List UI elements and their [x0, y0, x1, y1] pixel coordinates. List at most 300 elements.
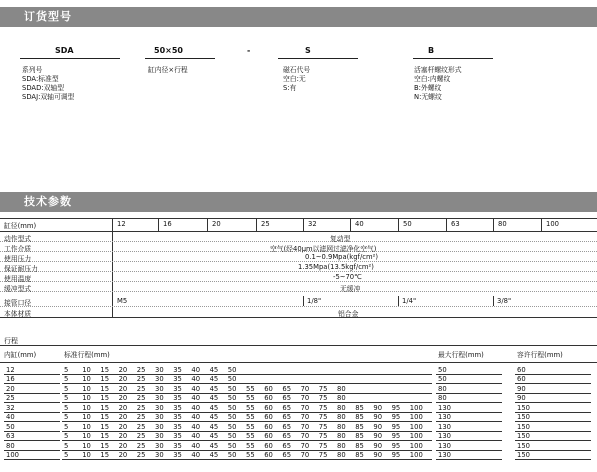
stroke-value-cell: 95 — [391, 404, 401, 412]
stroke-underline — [62, 402, 432, 403]
stroke-value-cell: 50 — [227, 375, 237, 383]
stroke-value-cell: 5 — [64, 413, 69, 421]
thread-code: B — [428, 46, 435, 55]
spec-value: 复动型 — [330, 235, 351, 243]
bore-underline — [4, 402, 60, 403]
stroke-value-cell: 40 — [191, 423, 201, 431]
series-notes — [22, 66, 74, 102]
row-divider — [0, 241, 597, 242]
material-value: 铝合金 — [338, 310, 359, 318]
stroke-value-cell: 40 — [191, 432, 201, 440]
tech-col-divider — [493, 218, 494, 231]
allow-underline — [515, 383, 591, 384]
stroke-value-cell: 25 — [136, 423, 146, 431]
stroke-value-cell: 75 — [318, 451, 328, 459]
port-value: 3/8" — [497, 297, 512, 305]
stroke-value-cell: 20 — [118, 385, 128, 393]
stroke-value-cell: 5 — [64, 366, 69, 374]
tech-col-divider — [446, 218, 447, 231]
stroke-value-cell: 55 — [246, 413, 255, 421]
stroke-value-cell: 30 — [155, 366, 164, 374]
stroke-value-cell: 30 — [155, 451, 164, 459]
row-divider — [0, 261, 597, 262]
stroke-underline — [62, 374, 432, 375]
tech-section-header — [0, 192, 597, 212]
stroke-value-cell: 95 — [391, 432, 401, 440]
bore-cell: 80 — [6, 442, 15, 450]
bore-value: 12 — [117, 220, 126, 228]
stroke-value-cell: 15 — [100, 404, 110, 412]
stroke-value-cell: 40 — [191, 366, 201, 374]
stroke-value-cell: 75 — [318, 423, 328, 431]
note-line: 活塞杆螺纹形式 — [414, 66, 462, 74]
stroke-value-cell: 90 — [373, 413, 383, 421]
stroke-value-cell: 10 — [82, 404, 91, 412]
stroke-value-cell: 45 — [209, 375, 219, 383]
stroke-value-cell: 25 — [136, 366, 146, 374]
stroke-value-cell: 35 — [173, 394, 182, 402]
stroke-value-cell: 45 — [209, 451, 219, 459]
bore-value: 20 — [212, 220, 221, 228]
stroke-value-cell: 25 — [136, 385, 146, 393]
stroke-value-cell: 75 — [318, 413, 328, 421]
bore-value: 40 — [355, 220, 364, 228]
stroke-value-cell: 25 — [136, 404, 146, 412]
max-underline — [436, 402, 502, 403]
stroke-value-cell: 35 — [173, 451, 182, 459]
stroke-value-cell: 20 — [118, 375, 128, 383]
stroke-value-cell: 50 — [227, 442, 237, 450]
stroke-value-cell: 40 — [191, 451, 201, 459]
stroke-value-cell: 15 — [100, 432, 110, 440]
magnet-notes — [283, 66, 310, 93]
stroke-value-cell: 40 — [191, 413, 201, 421]
spec-label: 动作型式 — [4, 235, 32, 243]
row-divider — [0, 271, 597, 272]
stroke-value-cell: 60 — [264, 394, 273, 402]
stroke-value-cell: 25 — [136, 394, 146, 402]
stroke-value-cell: 10 — [82, 385, 91, 393]
max-stroke-cell: 130 — [438, 404, 451, 412]
tech-section-title: 技术参数 — [24, 195, 72, 208]
note-line: 系列号 — [22, 66, 43, 74]
stroke-value-cell: 60 — [264, 432, 273, 440]
stroke-value-cell: 60 — [264, 451, 273, 459]
allow-stroke-cell: 90 — [517, 385, 526, 393]
stroke-value-cell: 10 — [82, 432, 91, 440]
allow-stroke-cell: 150 — [517, 404, 530, 412]
stroke-value-cell: 90 — [373, 404, 383, 412]
note-line: S:有 — [283, 84, 297, 92]
stroke-value-cell: 80 — [337, 413, 346, 421]
thread-notes — [414, 66, 462, 102]
stroke-value-cell: 60 — [264, 442, 273, 450]
port-value: 1/8" — [307, 297, 322, 305]
bore-value: 100 — [546, 220, 559, 228]
stroke-value-cell: 5 — [64, 404, 69, 412]
stroke-value-cell: 90 — [373, 432, 383, 440]
order-section-title: 订货型号 — [24, 10, 72, 23]
stroke-value-cell: 75 — [318, 394, 328, 402]
max-underline — [436, 440, 502, 441]
stroke-value-cell: 10 — [82, 423, 91, 431]
stroke-value-cell: 20 — [118, 423, 128, 431]
row-divider — [0, 306, 597, 307]
stroke-value-cell: 45 — [209, 366, 219, 374]
bore-value: 80 — [498, 220, 507, 228]
stroke-value-cell: 55 — [246, 442, 255, 450]
bore-cell: 25 — [6, 394, 15, 402]
material-label: 本体材质 — [4, 310, 32, 318]
stroke-value-cell: 10 — [82, 375, 91, 383]
bore-value: 16 — [163, 220, 172, 228]
stroke-value-cell: 35 — [173, 366, 182, 374]
spec-value: 无缓冲 — [340, 285, 361, 293]
stroke-value-cell: 90 — [373, 423, 383, 431]
stroke-value-cell: 80 — [337, 442, 346, 450]
tech-port-divider — [303, 296, 304, 306]
bore-cell: 40 — [6, 413, 15, 421]
stroke-value-cell: 35 — [173, 432, 182, 440]
stroke-value-cell: 80 — [337, 451, 346, 459]
magnet-code: S — [305, 46, 311, 55]
stroke-value-cell: 10 — [82, 442, 91, 450]
allow-underline — [515, 374, 591, 375]
bore-header-label: 缸径(mm) — [4, 222, 37, 230]
max-stroke-cell: 50 — [438, 366, 447, 374]
spec-label: 缓冲型式 — [4, 285, 32, 293]
spec-value: 空气(经40μm以滤网过滤净化空气) — [270, 245, 377, 253]
stroke-header: 标准行程(mm) — [64, 351, 110, 359]
stroke-value-cell: 10 — [82, 366, 91, 374]
stroke-value-cell: 5 — [64, 385, 69, 393]
bore-underline — [4, 440, 60, 441]
stroke-value-cell: 90 — [373, 442, 383, 450]
max-underline — [436, 383, 502, 384]
allow-underline — [515, 440, 591, 441]
stroke-value-cell: 40 — [191, 404, 201, 412]
stroke-value-cell: 45 — [209, 394, 219, 402]
stroke-value-cell: 100 — [409, 432, 423, 440]
stroke-header: 容许行程(mm) — [517, 351, 563, 359]
allow-stroke-cell: 150 — [517, 432, 530, 440]
stroke-value-cell: 20 — [118, 404, 128, 412]
stroke-value-cell: 50 — [227, 432, 237, 440]
stroke-value-cell: 45 — [209, 442, 219, 450]
stroke-value-cell: 50 — [227, 451, 237, 459]
stroke-value-cell: 55 — [246, 385, 255, 393]
tech-col-divider — [158, 218, 159, 231]
note-line: SDAD:双轴型 — [22, 84, 64, 92]
max-stroke-cell: 130 — [438, 432, 451, 440]
tech-bottom-border — [0, 317, 597, 318]
stroke-value-cell: 30 — [155, 394, 164, 402]
allow-stroke-cell: 150 — [517, 423, 530, 431]
stroke-value-cell: 70 — [300, 442, 310, 450]
spec-label: 保证耐压力 — [4, 265, 38, 273]
bore-cell: 63 — [6, 432, 15, 440]
thread-underline — [413, 58, 493, 59]
stroke-value-cell: 45 — [209, 385, 219, 393]
stroke-value-cell: 15 — [100, 413, 110, 421]
tech-col-divider — [256, 218, 257, 231]
allow-stroke-cell: 150 — [517, 442, 530, 450]
stroke-value-cell: 80 — [337, 404, 346, 412]
max-underline — [436, 421, 502, 422]
note-line: 空白:无 — [283, 75, 306, 83]
stroke-value-cell: 95 — [391, 451, 401, 459]
stroke-value-cell: 70 — [300, 423, 310, 431]
row-divider — [0, 291, 597, 292]
stroke-value-cell: 25 — [136, 432, 146, 440]
max-stroke-cell: 80 — [438, 394, 447, 402]
stroke-value-cell: 65 — [282, 413, 292, 421]
stroke-value-cell: 30 — [155, 413, 164, 421]
stroke-value-cell: 55 — [246, 423, 255, 431]
allow-stroke-cell: 60 — [517, 375, 526, 383]
note-line: 缸内径×行程 — [148, 66, 188, 74]
stroke-value-cell: 30 — [155, 442, 164, 450]
stroke-header: 最大行程(mm) — [438, 351, 484, 359]
tech-col-divider — [350, 218, 351, 231]
note-line: N:无螺纹 — [414, 93, 442, 101]
series-underline — [20, 58, 120, 59]
note-line: SDA:标准型 — [22, 75, 59, 83]
stroke-value-cell: 70 — [300, 451, 310, 459]
stroke-value-cell: 25 — [136, 442, 146, 450]
stroke-value-cell: 50 — [227, 423, 237, 431]
stroke-value-cell: 65 — [282, 451, 292, 459]
stroke-value-cell: 85 — [355, 442, 364, 450]
stroke-value-cell: 75 — [318, 442, 328, 450]
max-stroke-cell: 50 — [438, 375, 447, 383]
stroke-value-cell: 5 — [64, 394, 69, 402]
allow-stroke-cell: 60 — [517, 366, 526, 374]
stroke-value-cell: 85 — [355, 404, 364, 412]
stroke-value-cell: 25 — [136, 413, 146, 421]
stroke-value-cell: 75 — [318, 385, 328, 393]
stroke-value-cell: 30 — [155, 423, 164, 431]
spec-value: -5~70℃ — [333, 273, 362, 281]
spec-label: 使用温度 — [4, 275, 32, 283]
stroke-value-cell: 85 — [355, 432, 364, 440]
spec-value: 1.35Mpa(13.5kgf/cm²) — [298, 263, 374, 271]
stroke-value-cell: 40 — [191, 442, 201, 450]
stroke-value-cell: 25 — [136, 451, 146, 459]
stroke-header: 内缸(mm) — [4, 351, 37, 359]
max-stroke-cell: 130 — [438, 442, 451, 450]
max-underline — [436, 459, 502, 460]
stroke-title: 行程 — [4, 337, 18, 345]
stroke-value-cell: 100 — [409, 404, 423, 412]
stroke-value-cell: 5 — [64, 432, 69, 440]
stroke-value-cell: 50 — [227, 366, 237, 374]
bore-underline — [4, 421, 60, 422]
port-label: 接管口径 — [4, 299, 32, 307]
stroke-value-cell: 55 — [246, 404, 255, 412]
stroke-value-cell: 40 — [191, 394, 201, 402]
stroke-value-cell: 35 — [173, 404, 182, 412]
spec-value: 0.1~0.9Mpa(kgf/cm²) — [305, 253, 378, 261]
stroke-value-cell: 55 — [246, 394, 255, 402]
stroke-value-cell: 90 — [373, 451, 383, 459]
stroke-value-cell: 60 — [264, 423, 273, 431]
stroke-value-cell: 30 — [155, 385, 164, 393]
stroke-value-cell: 75 — [318, 404, 328, 412]
spec-label: 使用压力 — [4, 255, 32, 263]
series-code: SDA — [55, 46, 74, 55]
allow-stroke-cell: 150 — [517, 451, 530, 459]
stroke-header-border — [0, 362, 597, 363]
note-line: 空白:内螺纹 — [414, 75, 451, 83]
tech-col-divider — [398, 218, 399, 231]
stroke-value-cell: 85 — [355, 451, 364, 459]
bore-value: 32 — [308, 220, 317, 228]
stroke-value-cell: 35 — [173, 385, 182, 393]
stroke-value-cell: 65 — [282, 404, 292, 412]
stroke-value-cell: 45 — [209, 413, 219, 421]
max-stroke-cell: 130 — [438, 423, 451, 431]
tech-col-divider — [207, 218, 208, 231]
port-value: M5 — [117, 297, 128, 305]
allow-underline — [515, 421, 591, 422]
tech-label-divider — [112, 218, 113, 317]
stroke-value-cell: 50 — [227, 394, 237, 402]
bore-stroke-underline — [145, 58, 215, 59]
stroke-value-cell: 95 — [391, 442, 401, 450]
stroke-value-cell: 20 — [118, 366, 128, 374]
bore-value: 25 — [261, 220, 270, 228]
stroke-value-cell: 70 — [300, 432, 310, 440]
bore-cell: 16 — [6, 375, 15, 383]
spec-label: 工作介质 — [4, 245, 32, 253]
stroke-underline — [62, 383, 432, 384]
stroke-value-cell: 70 — [300, 404, 310, 412]
stroke-value-cell: 25 — [136, 375, 146, 383]
stroke-value-cell: 10 — [82, 394, 91, 402]
stroke-value-cell: 95 — [391, 413, 401, 421]
max-stroke-cell: 80 — [438, 385, 447, 393]
stroke-value-cell: 35 — [173, 375, 182, 383]
stroke-value-cell: 50 — [227, 404, 237, 412]
tech-port-divider — [398, 296, 399, 306]
stroke-value-cell: 5 — [64, 451, 69, 459]
tech-col-divider — [541, 218, 542, 231]
allow-underline — [515, 393, 591, 394]
bore-cell: 100 — [6, 451, 19, 459]
stroke-value-cell: 35 — [173, 442, 182, 450]
stroke-value-cell: 20 — [118, 432, 128, 440]
stroke-value-cell: 95 — [391, 423, 401, 431]
stroke-value-cell: 100 — [409, 413, 423, 421]
stroke-value-cell: 100 — [409, 423, 423, 431]
stroke-value-cell: 30 — [155, 432, 164, 440]
stroke-value-cell: 15 — [100, 375, 110, 383]
stroke-value-cell: 65 — [282, 442, 292, 450]
bore-cell: 12 — [6, 366, 15, 374]
stroke-value-cell: 30 — [155, 375, 164, 383]
row-divider — [0, 281, 597, 282]
stroke-value-cell: 100 — [409, 442, 423, 450]
stroke-underline — [62, 421, 432, 422]
stroke-underline — [62, 459, 432, 460]
stroke-value-cell: 80 — [337, 385, 346, 393]
note-line: SDAJ:双轴可调型 — [22, 93, 75, 101]
stroke-value-cell: 20 — [118, 442, 128, 450]
bore-underline — [4, 459, 60, 460]
stroke-value-cell: 20 — [118, 451, 128, 459]
stroke-value-cell: 15 — [100, 394, 110, 402]
stroke-value-cell: 55 — [246, 451, 255, 459]
tech-port-divider — [493, 296, 494, 306]
stroke-value-cell: 85 — [355, 423, 364, 431]
note-line: B:外螺纹 — [414, 84, 442, 92]
stroke-value-cell: 5 — [64, 442, 69, 450]
stroke-value-cell: 40 — [191, 375, 201, 383]
stroke-value-cell: 35 — [173, 423, 182, 431]
allow-stroke-cell: 90 — [517, 394, 526, 402]
stroke-value-cell: 5 — [64, 423, 69, 431]
dash-separator: - — [247, 46, 251, 55]
stroke-value-cell: 55 — [246, 432, 255, 440]
allow-underline — [515, 402, 591, 403]
port-value: 1/4" — [402, 297, 417, 305]
stroke-value-cell: 65 — [282, 432, 292, 440]
bore-cell: 20 — [6, 385, 15, 393]
stroke-value-cell: 70 — [300, 394, 310, 402]
tech-header-border — [0, 231, 597, 232]
bore-value: 63 — [451, 220, 460, 228]
stroke-value-cell: 45 — [209, 423, 219, 431]
bore-stroke-code: 50×50 — [154, 46, 183, 55]
note-line: 磁石代号 — [283, 66, 311, 74]
stroke-value-cell: 80 — [337, 432, 346, 440]
stroke-value-cell: 20 — [118, 394, 128, 402]
stroke-value-cell: 15 — [100, 423, 110, 431]
stroke-value-cell: 15 — [100, 366, 110, 374]
stroke-value-cell: 50 — [227, 413, 237, 421]
stroke-value-cell: 70 — [300, 385, 310, 393]
stroke-value-cell: 65 — [282, 423, 292, 431]
stroke-value-cell: 5 — [64, 375, 69, 383]
stroke-value-cell: 15 — [100, 442, 110, 450]
allow-underline — [515, 459, 591, 460]
stroke-value-cell: 10 — [82, 451, 91, 459]
stroke-top-border — [0, 345, 597, 346]
bore-value: 50 — [403, 220, 412, 228]
order-section-header — [0, 7, 597, 27]
magnet-underline — [278, 58, 358, 59]
max-stroke-cell: 130 — [438, 451, 451, 459]
stroke-value-cell: 70 — [300, 413, 310, 421]
stroke-value-cell: 65 — [282, 385, 292, 393]
stroke-underline — [62, 440, 432, 441]
bore-cell: 32 — [6, 404, 15, 412]
stroke-value-cell: 65 — [282, 394, 292, 402]
stroke-value-cell: 85 — [355, 413, 364, 421]
bore-stroke-notes — [148, 66, 188, 75]
stroke-value-cell: 60 — [264, 413, 273, 421]
tech-top-border — [0, 218, 597, 219]
bore-cell: 50 — [6, 423, 15, 431]
bore-underline — [4, 383, 60, 384]
allow-stroke-cell: 150 — [517, 413, 530, 421]
stroke-value-cell: 15 — [100, 451, 110, 459]
stroke-value-cell: 45 — [209, 404, 219, 412]
stroke-value-cell: 15 — [100, 385, 110, 393]
stroke-value-cell: 30 — [155, 404, 164, 412]
stroke-value-cell: 50 — [227, 385, 237, 393]
